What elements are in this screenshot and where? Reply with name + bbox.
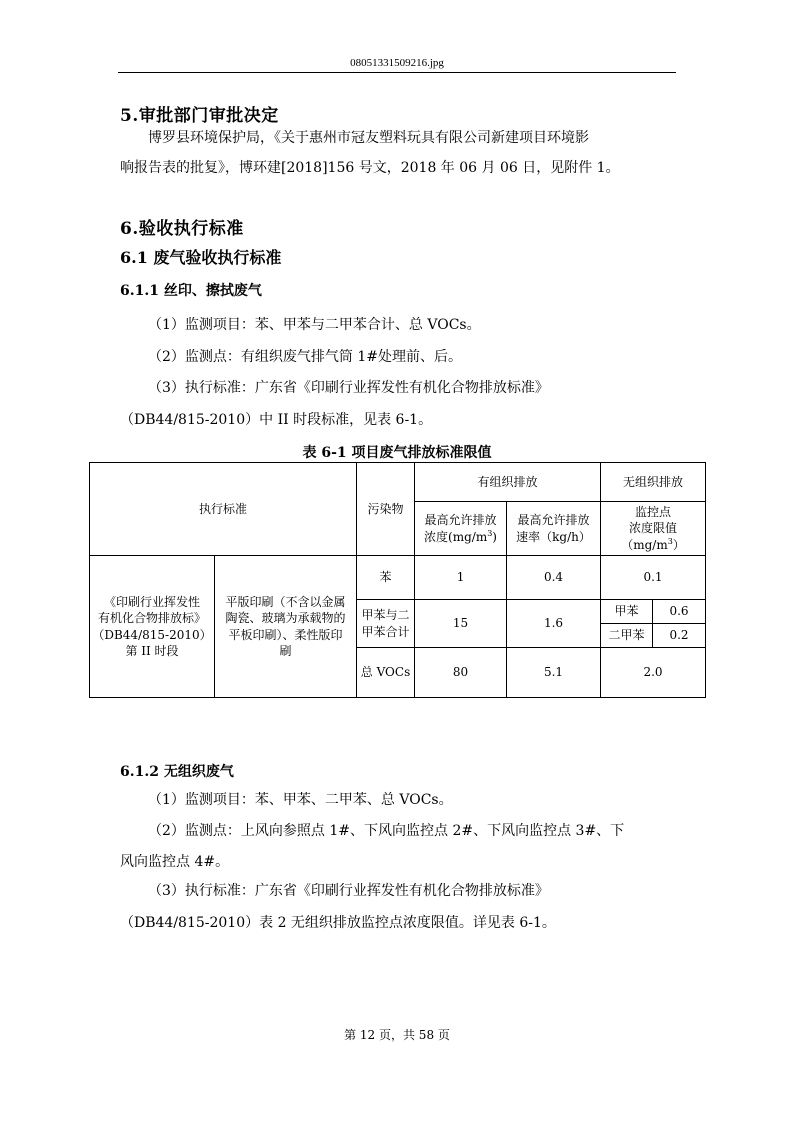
- rate-benzene: 0.4: [507, 556, 601, 600]
- monitor-toluene-name: 甲苯: [601, 600, 653, 624]
- header-monitor-limit: [601, 502, 706, 556]
- header-unorganized: 无组织排放: [601, 463, 706, 502]
- table-caption: 表 6-1 项目废气排放标准限值: [302, 445, 492, 461]
- conc-toluene-xylene: 15: [415, 600, 507, 648]
- section-6-1-2-heading: 6.1.2 无组织废气: [120, 764, 234, 780]
- page-footer: 第 12 页，共 58 页: [344, 1028, 450, 1042]
- pollutant-vocs: 总 VOCs: [357, 648, 415, 698]
- pollutant-benzene: 苯: [357, 556, 415, 600]
- monitor-xylene-name: 二甲苯: [601, 624, 653, 648]
- header-standard: 执行标准: [90, 463, 357, 556]
- header-rule: [118, 72, 676, 73]
- standard-type-cell: 平版印刷（不含以金属 陶瓷、玻璃为承载物的 平板印刷）、柔性版印 刷: [215, 556, 357, 698]
- monitor-toluene-value: 0.6: [653, 600, 706, 624]
- section-6-1-1-heading: 6.1.1 丝印、擦拭废气: [120, 283, 262, 299]
- section-5-text-line1: 博罗县环境保护局，《关于惠州市冠友塑料玩具有限公司新建项目环境影: [148, 130, 589, 146]
- pollutant-toluene-xylene: 甲苯与二 甲苯合计: [357, 600, 415, 648]
- emission-standard-table: [89, 462, 706, 698]
- section-5-heading: 5.审批部门审批决定: [120, 106, 279, 126]
- header-monitor-limit-line3: $(mg/m^3)$: [621, 536, 685, 552]
- conc-benzene: 1: [415, 556, 507, 600]
- header-monitor-limit-line1: 监控点: [635, 505, 672, 520]
- rate-toluene-xylene: 1.6: [507, 600, 601, 648]
- paragraph-unorganized-standard-cont: （DB44/815-2010）表 2 无组织排放监控点浓度限值。详见表 6-1。: [120, 915, 556, 931]
- paragraph-unorganized-items: （1）监测项目：苯、甲苯、二甲苯、总 VOCs。: [148, 792, 453, 808]
- standard-name-cell: 《印刷行业挥发性 有机化合物排放标》 （DB44/815-2010） 第 II 时段: [90, 556, 215, 698]
- monitor-benzene: 0.1: [601, 556, 706, 600]
- monitor-xylene-value: 0.2: [653, 624, 706, 648]
- monitor-vocs: 2.0: [601, 648, 706, 698]
- paragraph-monitor-points: （2）监测点：有组织废气排气筒 1#处理前、后。: [148, 349, 462, 365]
- header-max-concentration-line1: 最高允许排放: [424, 513, 497, 528]
- section-6-1-heading: 6.1 废气验收执行标准: [120, 248, 282, 267]
- paragraph-standard-cont: （DB44/815-2010）中 II 时段标准，见表 6-1。: [120, 412, 433, 428]
- header-max-rate-line2: 速率（kg/h）: [516, 529, 591, 544]
- header-pollutant: 污染物: [357, 463, 415, 556]
- header-max-concentration-line2: 浓度$(mg/m^3)$: [424, 528, 497, 544]
- section-6-heading: 6.验收执行标准: [120, 219, 244, 239]
- header-monitor-limit-line2: 浓度限值: [629, 521, 678, 536]
- paragraph-standard: （3）执行标准：广东省《印刷行业挥发性有机化合物排放标准》: [148, 380, 549, 396]
- section-5-text-line2: 响报告表的批复》，博环建[2018]156 号文，2018 年 06 月 06 日，见附件 1。: [120, 160, 620, 176]
- paragraph-unorganized-points: （2）监测点：上风向参照点 1#、下风向监控点 2#、下风向监控点 3#、下: [148, 823, 625, 839]
- page-header-filename: 08051331509216.jpg: [350, 57, 444, 69]
- header-max-rate-line1: 最高允许排放: [517, 513, 590, 528]
- rate-vocs: 5.1: [507, 648, 601, 698]
- header-max-rate: [507, 502, 601, 556]
- header-max-concentration: [415, 502, 507, 556]
- paragraph-unorganized-standard: （3）执行标准：广东省《印刷行业挥发性有机化合物排放标准》: [148, 883, 549, 899]
- header-organized: 有组织排放: [415, 463, 601, 502]
- conc-vocs: 80: [415, 648, 507, 698]
- paragraph-monitor-items: （1）监测项目：苯、甲苯与二甲苯合计、总 VOCs。: [148, 317, 481, 333]
- paragraph-unorganized-points-cont: 风向监控点 4#。: [120, 854, 230, 870]
